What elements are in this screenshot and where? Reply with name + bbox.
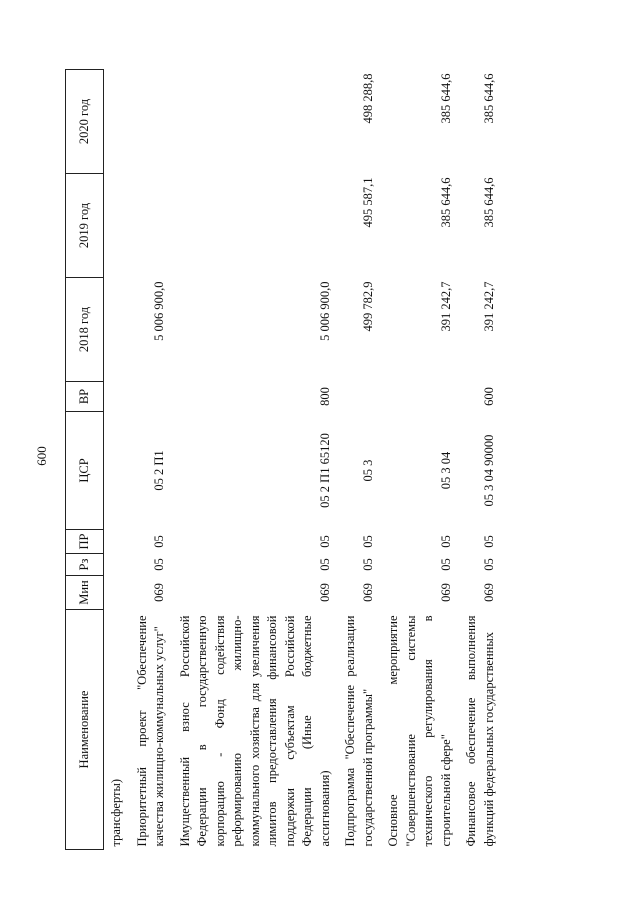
row-2018: 5 006 900,0 bbox=[317, 281, 332, 341]
header-2019: 2019 год bbox=[66, 174, 104, 278]
header-pr: ПР bbox=[66, 530, 104, 554]
row-2020: 385 644,6 bbox=[481, 73, 496, 124]
table-row bbox=[340, 70, 383, 850]
row-2019: 385 644,6 bbox=[481, 177, 496, 228]
header-2018: 2018 год bbox=[66, 278, 104, 382]
row-pr: 05 bbox=[317, 535, 332, 548]
row-rz: 05 bbox=[481, 558, 496, 571]
row-min: 069 bbox=[360, 583, 375, 602]
row-name: Имущественный взнос Российской Федерации в государственную корпорацию - Фонд содействия реформированию жилищно-коммунального хозяйства для увеличения лимитов предоставления финансовой поддержки субъектам Российской Федерации (Иные бюджетные ассигнования) bbox=[177, 615, 332, 847]
row-2018: 391 242,7 bbox=[438, 281, 453, 332]
row-min: 069 bbox=[438, 583, 453, 602]
row-vr: 600 bbox=[481, 387, 496, 406]
row-2020: 385 644,6 bbox=[438, 73, 453, 124]
row-csr: 05 2 П1 65120 bbox=[317, 433, 332, 508]
header-name: Наименование bbox=[66, 610, 104, 850]
table-row bbox=[132, 70, 175, 850]
row-pr: 05 bbox=[481, 535, 496, 548]
row-2019: 495 587,1 bbox=[360, 177, 375, 228]
header-vr: ВР bbox=[66, 382, 104, 412]
row-2019: 385 644,6 bbox=[438, 177, 453, 228]
row-2018: 499 782,9 bbox=[360, 281, 375, 332]
row-rz: 05 bbox=[438, 558, 453, 571]
row-rz: 05 bbox=[152, 558, 166, 571]
row-vr: 800 bbox=[317, 387, 332, 406]
row-vr bbox=[132, 382, 175, 412]
row-csr: 05 3 bbox=[360, 459, 375, 482]
row-name: Приоритетный проект "Обеспечение качества жилищно-коммунальных услуг" bbox=[134, 615, 166, 847]
table-row bbox=[461, 70, 504, 850]
row-vr bbox=[383, 382, 461, 412]
row-name: Подпрограмма "Обеспечение реализации государственной программы" bbox=[343, 615, 375, 847]
row-rz: 05 bbox=[360, 558, 375, 571]
row-2019 bbox=[132, 174, 175, 278]
page-number bbox=[30, 436, 54, 476]
row-pr: 05 bbox=[360, 535, 375, 548]
table-row bbox=[383, 70, 461, 850]
row-csr: 05 3 04 90000 bbox=[481, 434, 496, 507]
table-header-row bbox=[66, 70, 104, 850]
row-pr: 05 bbox=[152, 535, 166, 548]
continuation-text: трансферты) bbox=[109, 778, 123, 847]
row-vr bbox=[340, 382, 383, 412]
budget-table bbox=[65, 69, 504, 850]
row-name: Основное мероприятие "Совершенствование системы технического регулирования в строительной сфере" bbox=[386, 615, 453, 847]
row-rz: 05 bbox=[317, 558, 332, 571]
row-2020: 498 288,8 bbox=[360, 73, 375, 124]
row-csr: 05 2 П1 bbox=[152, 450, 166, 491]
row-name: Финансовое обеспечение выполнения функций федеральных государственных bbox=[464, 615, 496, 847]
continuation-row bbox=[104, 70, 132, 850]
row-2018: 5 006 900,0 bbox=[152, 281, 166, 341]
row-csr: 05 3 04 bbox=[438, 451, 453, 490]
row-2019 bbox=[175, 174, 341, 278]
header-csr: ЦСР bbox=[66, 412, 104, 530]
row-2020 bbox=[132, 70, 175, 174]
row-min: 069 bbox=[317, 583, 332, 602]
rotated-page-content bbox=[65, 70, 605, 850]
header-rz: Рз bbox=[66, 554, 104, 576]
row-pr: 05 bbox=[438, 535, 453, 548]
row-min: 069 bbox=[152, 583, 166, 602]
header-min: Мин bbox=[66, 576, 104, 610]
row-2018: 391 242,7 bbox=[481, 281, 496, 332]
row-2020 bbox=[175, 70, 341, 174]
page-number-text: 600 bbox=[34, 446, 49, 466]
table-row bbox=[175, 70, 341, 850]
header-2020: 2020 год bbox=[66, 70, 104, 174]
row-min: 069 bbox=[481, 583, 496, 602]
